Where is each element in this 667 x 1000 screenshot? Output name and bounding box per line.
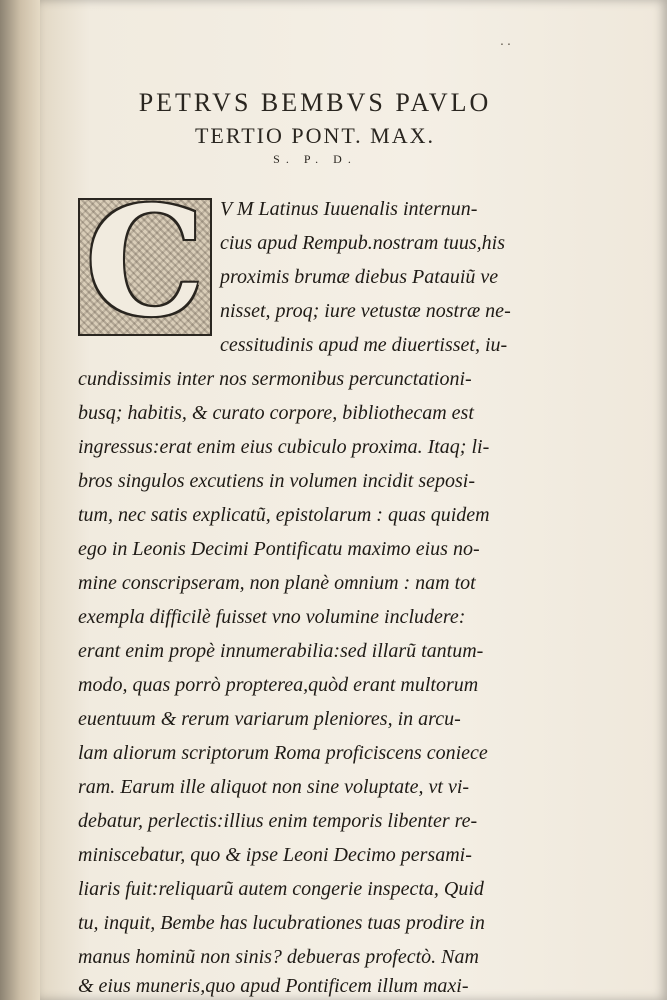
heading-line-1: PETRVS BEMBVS PAVLO (138, 88, 492, 117)
text-line: exempla difficilè fuisset vno volumine includere: (78, 606, 466, 628)
text-line: ego in Leonis Decimi Pontificatu maximo eius no- (78, 538, 480, 560)
page-signature-mark: · · (500, 38, 511, 53)
text-line: euentuum & rerum variarum pleniores, in arcu- (78, 708, 461, 730)
text-line: proximis brumæ diebus Patauiũ ve (220, 266, 499, 288)
text-line: erant enim propè innumerabilia:sed illarũ tantum- (78, 640, 484, 662)
text-line: lam aliorum scriptorum Roma proficiscens coniece (78, 742, 488, 764)
text-line: cundissimis inter nos sermonibus percunctationi- (78, 368, 472, 390)
text-line: liaris fuit:reliquarũ autem congerie inspecta, Quid (78, 878, 484, 900)
text-line: cius apud Rempub.nostram tuus,his (220, 232, 505, 254)
text-line: tu, inquit, Bembe has lucubrationes tuas prodire in (78, 912, 485, 934)
initial-letter: C (85, 174, 205, 350)
heading-line-2: TERTIO PONT. MAX. (194, 123, 436, 148)
text-line: & eius muneris,quo apud Pontificem illum maxi- (78, 975, 469, 997)
text-line: debatur, perlectis:illius enim temporis libenter re- (78, 810, 478, 832)
text-line: ingressus:erat enim eius cubiculo proxima. Itaq; li- (78, 436, 490, 458)
text-line: modo, quas porrò propterea,quòd erant multorum (78, 674, 479, 696)
decorated-initial (78, 174, 212, 350)
text-line: nisset, proq; iure vetustæ nostræ ne- (220, 300, 511, 322)
text-line: ram. Earum ille aliquot non sine voluptate, vt vi- (78, 776, 470, 798)
text-line: busq; habitis, & curato corpore, bibliothecam est (78, 402, 474, 424)
text-line: mine conscripseram, non planè omnium : nam tot (78, 572, 476, 594)
text-line: miniscebatur, quo & ipse Leoni Decimo persami- (78, 844, 472, 866)
text-line: manus hominũ non sinis? debueras profectò. Nam (78, 946, 479, 968)
text-line: tum, nec satis explicatũ, epistolarum : quas quidem (78, 504, 490, 526)
text-line: bros singulos excutiens in volumen incidit seposi- (78, 470, 475, 492)
heading-line-3: S. P. D. (273, 152, 357, 166)
text-line: cessitudinis apud me diuertisset, iu- (220, 334, 508, 356)
text-line: V M Latinus Iuuenalis internun- (220, 198, 478, 220)
